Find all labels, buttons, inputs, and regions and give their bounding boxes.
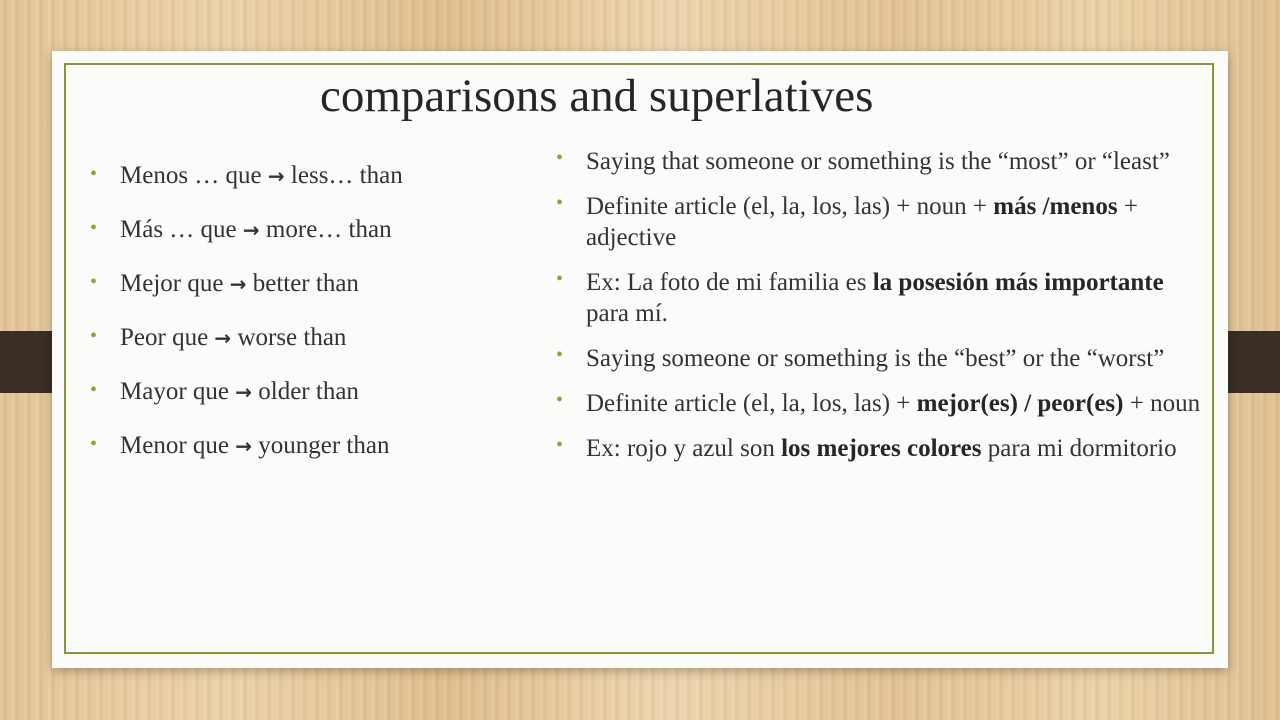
slide-title: comparisons and superlatives [320,70,874,122]
bullet-icon: • [556,344,564,366]
bullet-icon: • [90,379,98,401]
list-item [90,159,530,213]
item-text: Saying someone or something is the “best” or the “worst” [586,345,1165,372]
item-text: Definite article (el, la, los, las) + [586,390,917,417]
bullet-icon: • [90,163,98,185]
item-text: para mí. [586,300,668,327]
arrow-right-icon: → [229,272,247,296]
bullet-icon: • [90,271,98,293]
spanish-term: Menos … que [120,162,262,189]
bullet-icon: • [556,434,564,456]
spanish-term: Mejor que [120,270,224,297]
list-item [556,388,1206,419]
spanish-term: Más … que [120,216,237,243]
item-text: para mi dormitorio [981,435,1177,462]
item-text: Definite article (el, la, los, las) + noun + [586,193,994,220]
superlatives-list [556,146,1206,478]
item-text: + noun [1123,390,1201,417]
item-text: Ex: La foto de mi familia es [586,269,873,296]
bold-text: mejor(es) / peor(es) [916,390,1124,417]
list-item [90,213,530,267]
bullet-icon: • [556,147,564,169]
slide-card [52,51,1228,668]
item-text: Ex: rojo y azul son [586,435,782,462]
bold-text: más /menos [993,193,1118,220]
bullet-icon: • [556,268,564,290]
arrow-right-icon: → [214,326,232,350]
english-term: more… than [265,216,392,243]
arrow-right-icon: → [242,218,260,242]
bullet-icon: • [556,389,564,411]
list-item [556,146,1206,177]
english-term: less… than [290,162,403,189]
spanish-term: Peor que [120,324,209,351]
english-term: older than [258,378,359,405]
bullet-icon: • [90,325,98,347]
list-item [90,429,530,483]
english-term: younger than [258,432,390,459]
spanish-term: Mayor que [120,378,229,405]
list-item [90,321,530,375]
item-text: Saying that someone or something is the “most” or “least” [586,148,1170,175]
list-item [556,343,1206,374]
comparisons-list [90,159,530,483]
list-item [556,267,1206,329]
bold-text: la posesión más importante [872,269,1164,296]
bullet-icon: • [90,217,98,239]
item-text: + adjective [586,193,1138,251]
spanish-term: Menor que [120,432,229,459]
bold-text: los mejores colores [781,435,982,462]
english-term: better than [252,270,359,297]
list-item [556,191,1206,253]
arrow-right-icon: → [267,164,285,188]
list-item [556,433,1206,464]
bullet-icon: • [90,433,98,455]
list-item [90,375,530,429]
bullet-icon: • [556,192,564,214]
arrow-right-icon: → [235,434,253,458]
english-term: worse than [237,324,347,351]
list-item [90,267,530,321]
arrow-right-icon: → [235,380,253,404]
